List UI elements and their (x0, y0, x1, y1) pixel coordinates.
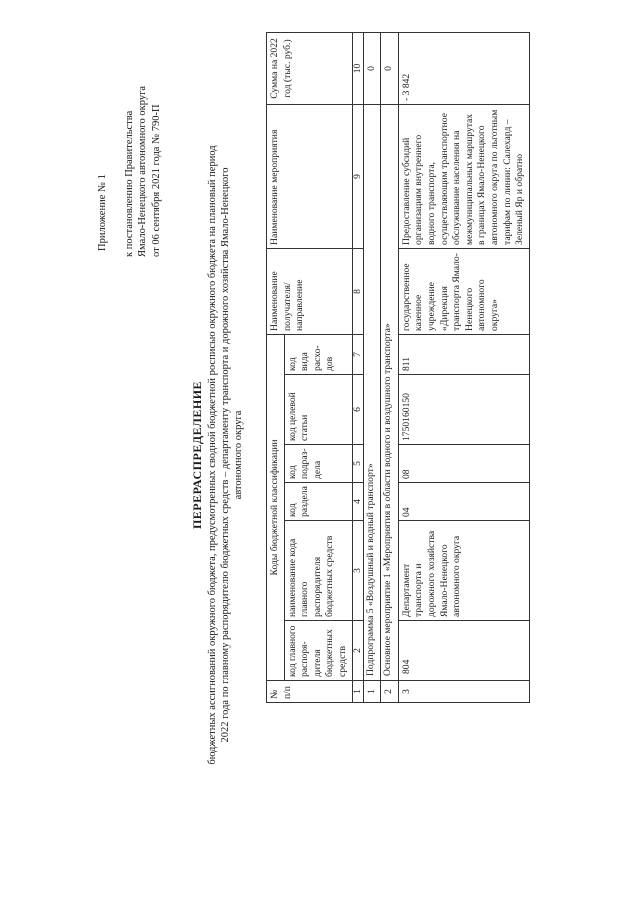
table-row (398, 32, 529, 702)
row-num: 2 (381, 681, 399, 703)
column-index: 1 (352, 681, 363, 703)
cell-section: 04 (398, 483, 529, 521)
appendix-line: к постановлению Правительства (123, 110, 135, 257)
table-row (363, 32, 381, 702)
appendix-line: от 06 сентября 2021 года № 790-П (150, 104, 162, 257)
header-section: код раздела (284, 483, 352, 521)
document-heading (190, 35, 245, 875)
heading-line: 2022 года по главному распорядителю бюджетных средств – департаменту транспорта и дорожного хозяйства Ямало-Ненецкого (220, 167, 231, 743)
row-num: 3 (398, 681, 529, 703)
row-num: 1 (363, 681, 381, 703)
document-title: ПЕРЕРАСПРЕДЕЛЕНИЕ (190, 380, 204, 530)
appendix-block (96, 17, 163, 257)
heading-line: бюджетных ассигнований окружного бюджета, предусмотренных сводной бюджетной росписью окружного бюджета на плановый период (207, 145, 218, 765)
main-event-label: Основное мероприятие 1 «Мероприятия в области водного и воздушного транспорта» (381, 104, 399, 680)
column-index: 6 (352, 375, 363, 445)
header-codes-group: Коды бюджетной классификации (267, 334, 285, 680)
column-index: 9 (352, 104, 363, 248)
cell-subsection: 08 (398, 445, 529, 483)
heading-line: автономного округа (233, 410, 244, 500)
column-index: 8 (352, 248, 363, 334)
header-subsection: код подраз-дела (284, 445, 352, 483)
cell-target: 1750160150 (398, 375, 529, 445)
column-index: 7 (352, 334, 363, 374)
column-index: 2 (352, 621, 363, 681)
column-index: 3 (352, 521, 363, 621)
header-event: Наименование мероприятия (267, 104, 353, 248)
header-main-name: наименование кода главного распорядителя бюджетных средств (284, 521, 352, 621)
cell-expense: 811 (398, 334, 529, 374)
header-expense: код вида расхо-дов (284, 334, 352, 374)
header-main-code: код главного распоря-дителя бюджетных средств (284, 621, 352, 681)
subprogram-label: Подпрограмма 5 «Воздушный и водный транспорт» (363, 104, 381, 680)
row-sum: 0 (381, 32, 399, 104)
appendix-number: Приложение № 1 (97, 174, 108, 251)
cell-sum: - 3 842 (398, 32, 529, 104)
cell-main-code: 804 (398, 621, 529, 681)
cell-main-name: Департамент транспорта и дорожного хозяйства Ямало-Ненецкого автономного округа (398, 521, 529, 621)
header-target: код целевой статьи (284, 375, 352, 445)
redistribution-table (266, 32, 530, 703)
column-index: 4 (352, 483, 363, 521)
row-sum: 0 (363, 32, 381, 104)
column-index: 5 (352, 445, 363, 483)
cell-recipient: государственное казенное учреждение «Дирекция транспорта Ямало-Ненецкого автономного округа» (398, 248, 529, 334)
column-index: 10 (352, 32, 363, 104)
table-header-row (267, 32, 285, 702)
header-recipient: Наименование получателя/ направление (267, 248, 353, 334)
column-index-row (352, 32, 363, 702)
cell-event: Предоставление субсидий организациям внутреннего водного транспорта, осуществляющим транспортное обслуживание населения на межмуниципальных маршрутах в границах Ямало-Ненецкого автономного округа по льготным тарифам по линии: Салехард – Зеленый Яр и обратно (398, 104, 529, 248)
appendix-line: Ямало-Ненецкого автономного округа (137, 85, 148, 257)
header-num: № п/п (267, 681, 353, 703)
table-row (381, 32, 399, 702)
header-sum: Сумма на 2022 год (тыс. руб.) (267, 32, 353, 104)
